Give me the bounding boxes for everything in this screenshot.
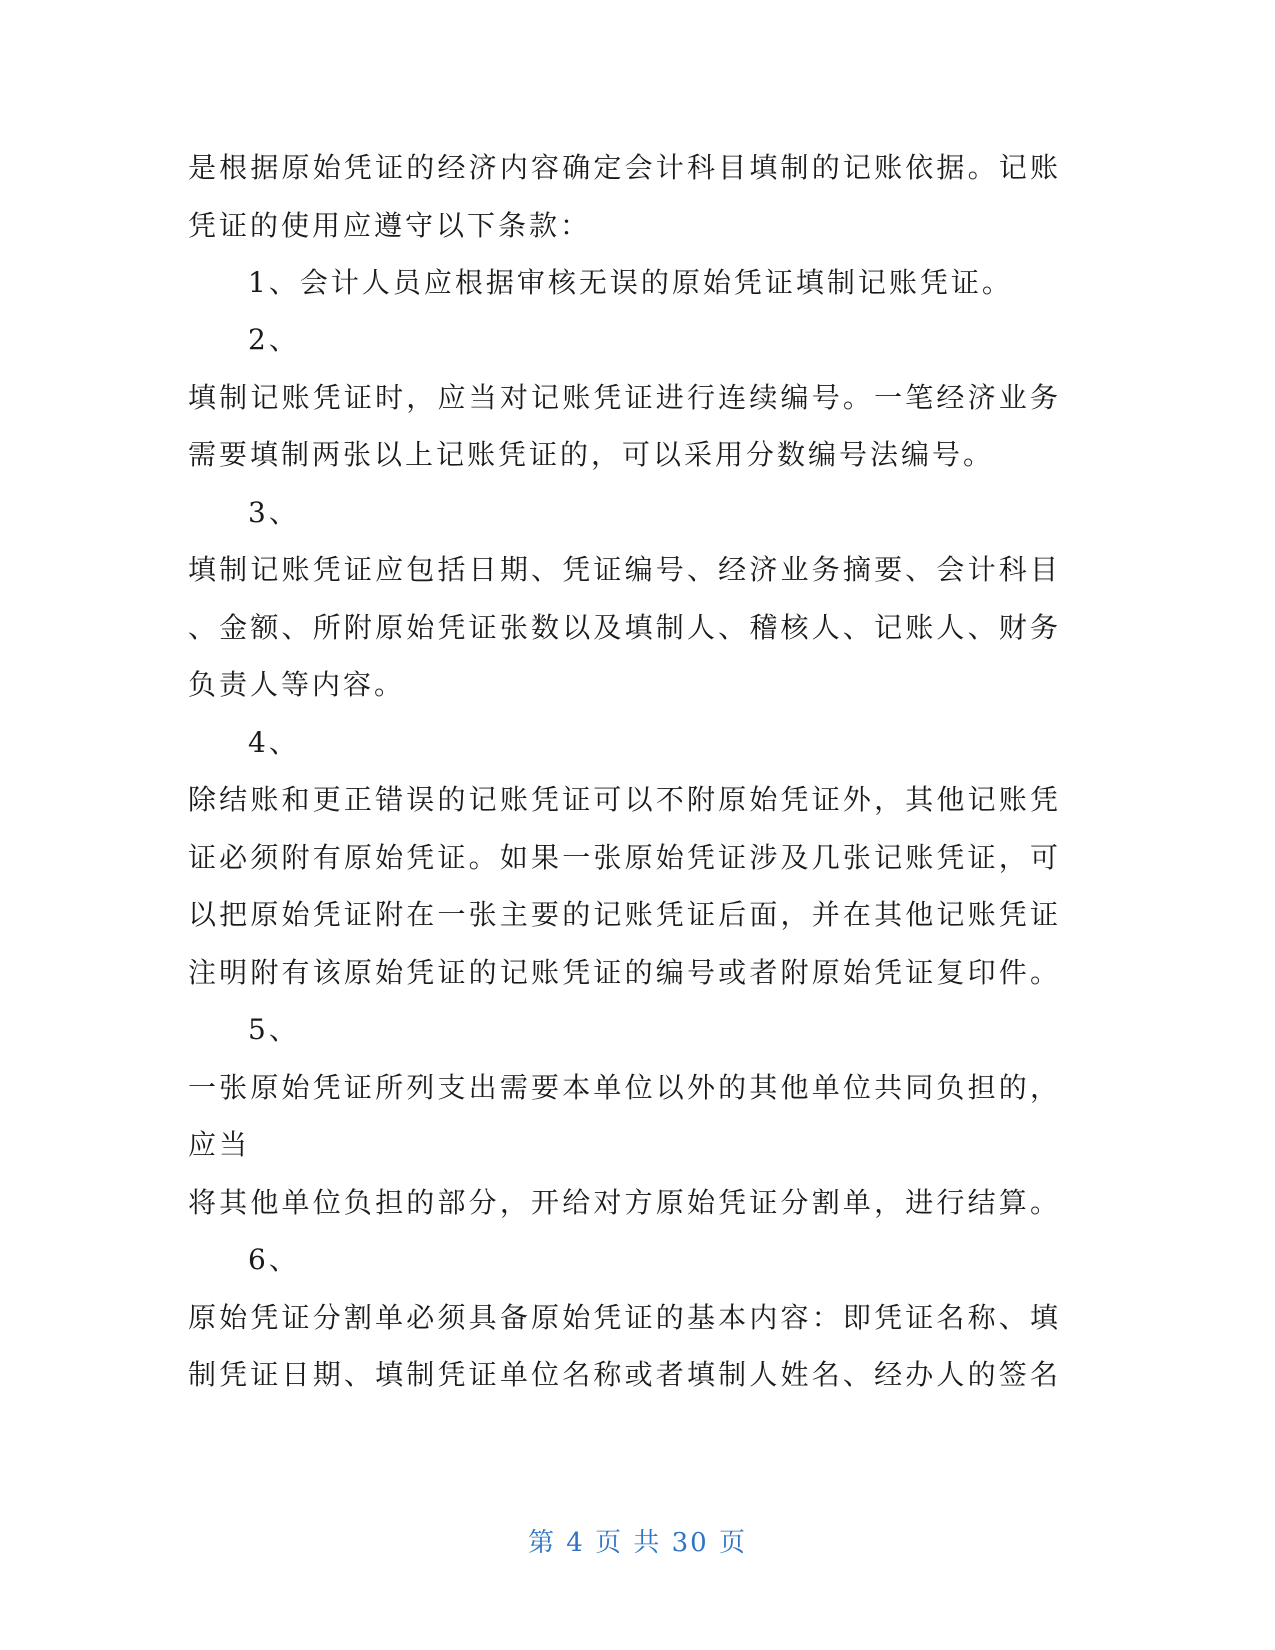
page-number-footer: 第 4 页 共 30 页 [528, 1528, 747, 1558]
body-line: 原始凭证分割单必须具备原始凭证的基本内容：即凭证名称、填 [188, 1301, 1058, 1334]
list-number-5: 5、 [248, 1013, 300, 1046]
body-line: 应当 [188, 1128, 251, 1161]
list-number-2: 2、 [248, 323, 300, 356]
body-line: 、金额、所附原始凭证张数以及填制人、稽核人、记账人、财务 [188, 611, 1058, 644]
list-number-3: 3、 [248, 496, 300, 529]
body-line: 需要填制两张以上记账凭证的，可以采用分数编号法编号。 [188, 438, 995, 471]
list-number-6: 6、 [248, 1243, 300, 1276]
list-item-1: 1、会计人员应根据审核无误的原始凭证填制记账凭证。 [248, 266, 1013, 299]
body-line: 将其他单位负担的部分，开给对方原始凭证分割单，进行结算。 [188, 1186, 1058, 1219]
body-line: 注明附有该原始凭证的记账凭证的编号或者附原始凭证复印件。 [188, 956, 1058, 989]
body-line: 负责人等内容。 [188, 668, 406, 701]
body-line: 填制记账凭证时，应当对记账凭证进行连续编号。一笔经济业务 [188, 381, 1058, 414]
body-line: 是根据原始凭证的经济内容确定会计科目填制的记账依据。记账 [188, 151, 1058, 184]
body-line: 除结账和更正错误的记账凭证可以不附原始凭证外，其他记账凭 [188, 783, 1058, 816]
body-line: 以把原始凭证附在一张主要的记账凭证后面，并在其他记账凭证 [188, 898, 1058, 931]
body-line: 证必须附有原始凭证。如果一张原始凭证涉及几张记账凭证，可 [188, 841, 1058, 874]
body-line: 凭证的使用应遵守以下条款： [188, 209, 592, 242]
list-number-4: 4、 [248, 726, 300, 759]
body-line: 制凭证日期、填制凭证单位名称或者填制人姓名、经办人的签名 [188, 1358, 1058, 1391]
body-line: 填制记账凭证应包括日期、凭证编号、经济业务摘要、会计科目 [188, 553, 1058, 586]
body-line: 一张原始凭证所列支出需要本单位以外的其他单位共同负担的， [188, 1071, 1058, 1104]
